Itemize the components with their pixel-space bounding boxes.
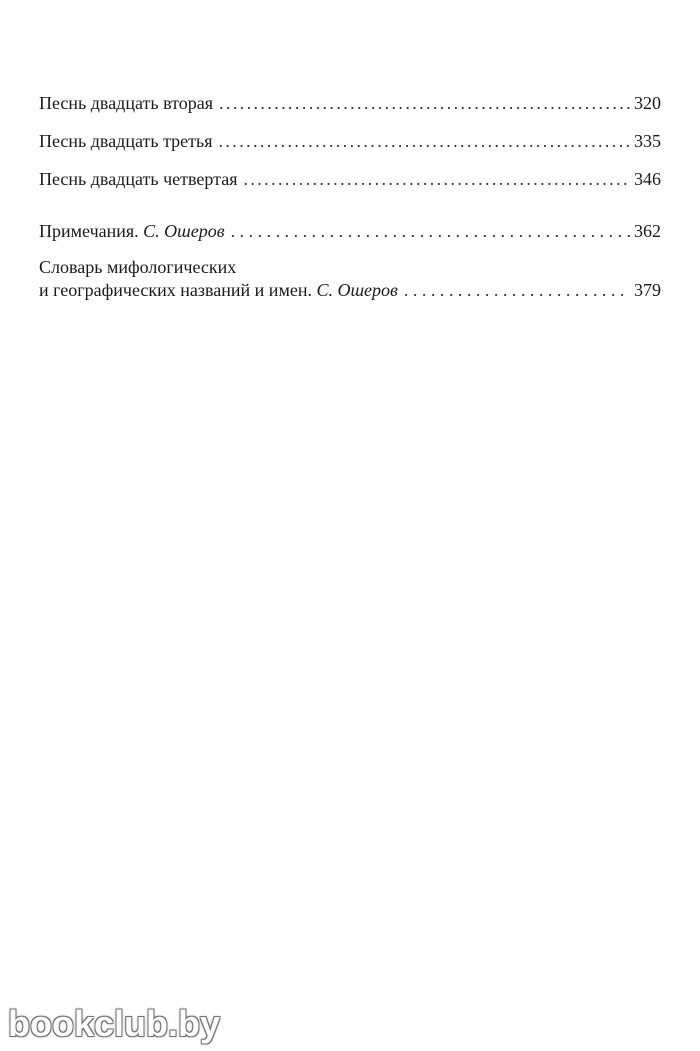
- toc-entry-author: С. Ошеров: [316, 280, 398, 300]
- toc-page-number: 362: [634, 221, 661, 241]
- toc-entry-title-line2-row: [39, 279, 661, 302]
- toc-entry-body: [39, 256, 661, 302]
- toc-entry-title-line1: Словарь мифологических: [39, 257, 237, 277]
- toc-entry-title: Песнь двадцать четвертая: [39, 169, 238, 189]
- toc-page-number: 346: [634, 169, 661, 189]
- toc-page-number: 379: [634, 280, 661, 300]
- dot-leader: [404, 279, 630, 302]
- toc-entry-title-line2: и географических названий и имен.: [39, 280, 312, 300]
- toc-entry[interactable]: [39, 130, 661, 152]
- dot-leader: [243, 168, 630, 190]
- toc-page-number: 335: [634, 131, 661, 151]
- site-watermark: bookclub.by: [8, 1003, 221, 1044]
- toc-entry[interactable]: [39, 92, 661, 114]
- toc-entry[interactable]: [39, 168, 661, 190]
- toc-entry[interactable]: [39, 220, 661, 242]
- table-of-contents: [39, 92, 661, 302]
- toc-entry-title: Песнь двадцать третья: [39, 131, 213, 151]
- dot-leader: [219, 130, 631, 152]
- toc-entry-title-text: Примечания.: [39, 221, 139, 241]
- toc-entry-title: Песнь двадцать вторая: [39, 93, 214, 113]
- toc-entry[interactable]: [39, 256, 661, 302]
- dot-leader: [219, 92, 630, 114]
- toc-entry-title: [39, 279, 398, 302]
- dot-leader: [231, 220, 630, 242]
- toc-entry-author: С. Ошеров: [143, 221, 225, 241]
- toc-page-number: 320: [634, 93, 661, 113]
- toc-entry-title: [39, 220, 225, 242]
